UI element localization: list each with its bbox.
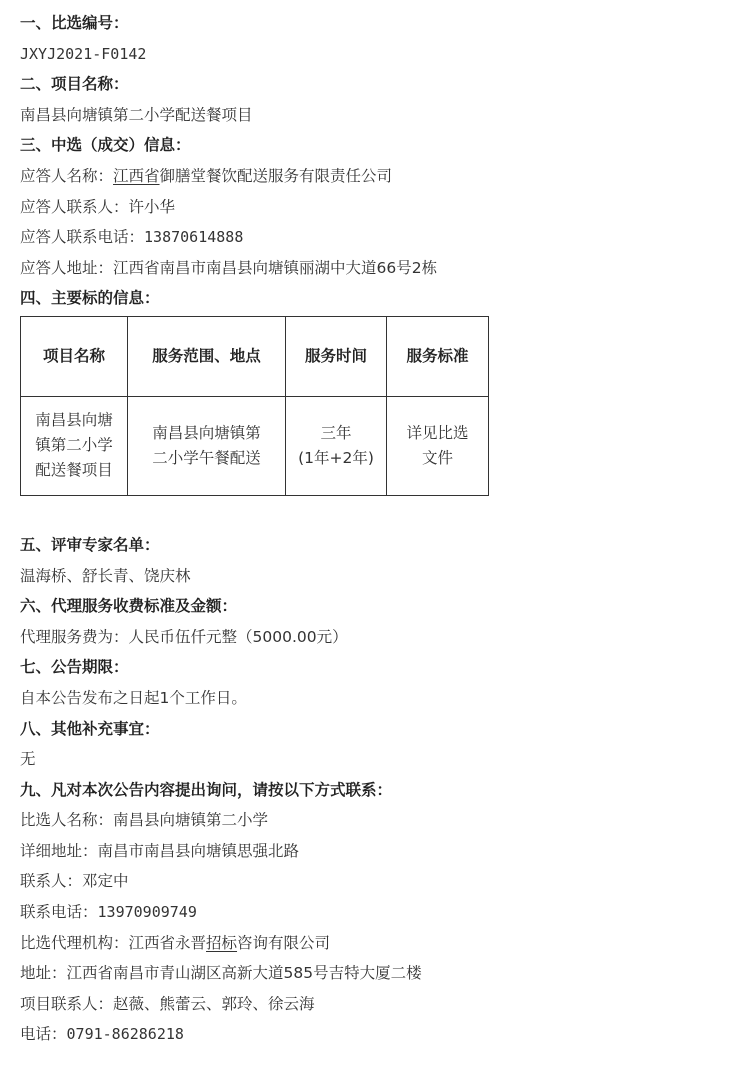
responder-phone bbox=[20, 222, 730, 253]
agency-name: 比选代理机构：江西省永晋招标咨询有限公司 bbox=[20, 933, 331, 952]
other-matters: 无 bbox=[20, 750, 36, 769]
cell-service-standard: 详见比选 文件 bbox=[387, 396, 489, 495]
responder-name bbox=[20, 161, 730, 192]
project-name: 南昌县向塘镇第二小学配送餐项目 bbox=[20, 105, 253, 124]
responder-name-rest: 御膳堂餐饮配送服务有限责任公司 bbox=[159, 166, 393, 185]
section-heading-other-matters: 八、其他补充事宜： bbox=[20, 719, 160, 738]
section-heading-subject-info: 四、主要标的信息： bbox=[20, 289, 160, 308]
selection-number: JXYJ2021-F0142 bbox=[20, 44, 147, 63]
responder-name-underlined: 江西省 bbox=[113, 166, 160, 185]
agency-fee: 代理服务费为：人民币伍仟元整（5000.00元） bbox=[20, 627, 348, 646]
header-project-name: 项目名称 bbox=[21, 316, 128, 396]
cell-project-name: 南昌县向塘 镇第二小学 配送餐项目 bbox=[21, 396, 128, 495]
agency-phone-number: 0791-86286218 bbox=[66, 1025, 184, 1044]
section-heading-project-name: 二、项目名称： bbox=[20, 75, 129, 94]
cell-service-scope: 南昌县向塘镇第 二小学午餐配送 bbox=[128, 396, 286, 495]
responder-phone-number: 13870614888 bbox=[144, 228, 244, 247]
responder-phone-label: 应答人联系电话： bbox=[20, 228, 145, 247]
expert-list: 温海桥、舒长青、饶庆林 bbox=[20, 566, 191, 585]
project-contacts: 项目联系人：赵薇、熊蕾云、郭玲、徐云海 bbox=[20, 994, 315, 1013]
cell-service-time: 三年 (1年+2年) bbox=[286, 396, 387, 495]
selector-contact: 联系人：邓定中 bbox=[20, 872, 129, 891]
agency-address: 地址：江西省南昌市青山湖区高新大道585号吉特大厦二楼 bbox=[20, 964, 422, 983]
table-header-row bbox=[21, 316, 489, 396]
section-heading-notice-period: 七、公告期限： bbox=[20, 658, 129, 677]
responder-contact: 应答人联系人：许小华 bbox=[20, 197, 176, 216]
subject-info-table bbox=[20, 316, 489, 496]
responder-name-label: 应答人名称： bbox=[20, 166, 114, 185]
header-service-time: 服务时间 bbox=[286, 316, 387, 396]
selector-name: 比选人名称：南昌县向塘镇第二小学 bbox=[20, 811, 269, 830]
header-service-standard: 服务标准 bbox=[387, 316, 489, 396]
header-service-scope: 服务范围、地点 bbox=[128, 316, 286, 396]
table-row bbox=[21, 396, 489, 495]
section-heading-winner-info: 三、中选（成交）信息： bbox=[20, 136, 191, 155]
selector-phone-number: 13970909749 bbox=[97, 903, 197, 922]
section-heading-selection-number: 一、比选编号： bbox=[20, 14, 129, 32]
selector-phone-label: 联系电话： bbox=[20, 903, 98, 922]
agency-phone-label: 电话： bbox=[20, 1025, 67, 1044]
agency-phone bbox=[20, 1019, 730, 1050]
section-heading-agency-fee: 六、代理服务收费标准及金额： bbox=[20, 597, 238, 616]
selector-phone bbox=[20, 897, 730, 928]
section-heading-contact: 九、凡对本次公告内容提出询问，请按以下方式联系： bbox=[20, 780, 393, 799]
agency-name-underlined: 招标 bbox=[206, 933, 238, 952]
section-heading-experts: 五、评审专家名单： bbox=[20, 535, 160, 554]
announcement-document bbox=[20, 8, 730, 1050]
selector-address: 详细地址：南昌市南昌县向塘镇思强北路 bbox=[20, 841, 300, 860]
responder-address: 应答人地址：江西省南昌市南昌县向塘镇丽湖中大道66号2栋 bbox=[20, 258, 438, 277]
notice-period: 自本公告发布之日起1个工作日。 bbox=[20, 688, 247, 707]
